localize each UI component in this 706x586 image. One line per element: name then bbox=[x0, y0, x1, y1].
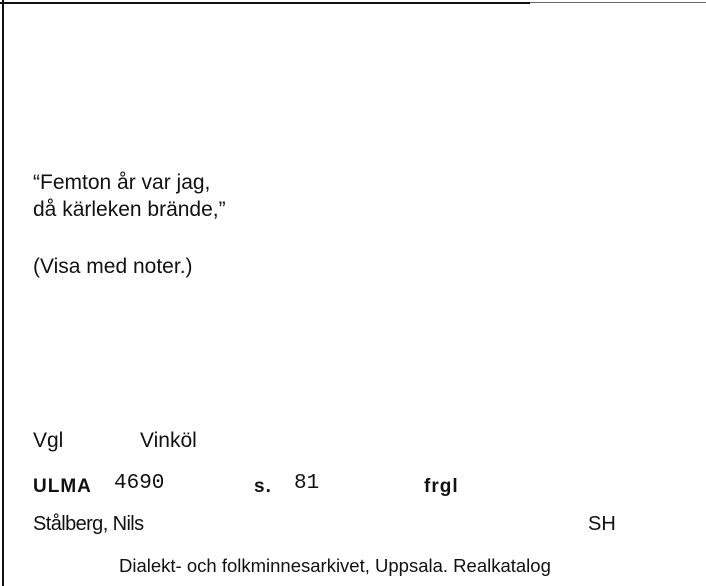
note-text: (Visa med noter.) bbox=[33, 255, 193, 278]
archive-footer: Dialekt- och folkminnesarkivet, Uppsala. Realkatalog bbox=[119, 555, 551, 576]
song-title-line-1: “Femton år var jag, bbox=[33, 171, 211, 194]
category-code: frgl bbox=[424, 476, 459, 497]
vgl-value: Vinköl bbox=[140, 429, 197, 452]
card-top-border bbox=[0, 2, 530, 4]
card-top-border-fade bbox=[530, 2, 706, 3]
archive-number: 4690 bbox=[114, 472, 165, 495]
archive-code: ULMA bbox=[33, 476, 92, 497]
page-number: 81 bbox=[294, 472, 320, 495]
card-left-border bbox=[2, 0, 4, 586]
collector-name: Stålberg, Nils bbox=[33, 513, 144, 535]
initials: SH bbox=[588, 513, 616, 535]
page-label: s. bbox=[254, 476, 272, 497]
vgl-label: Vgl bbox=[33, 429, 64, 452]
song-title-line-2: då kärleken brände,” bbox=[33, 198, 226, 221]
